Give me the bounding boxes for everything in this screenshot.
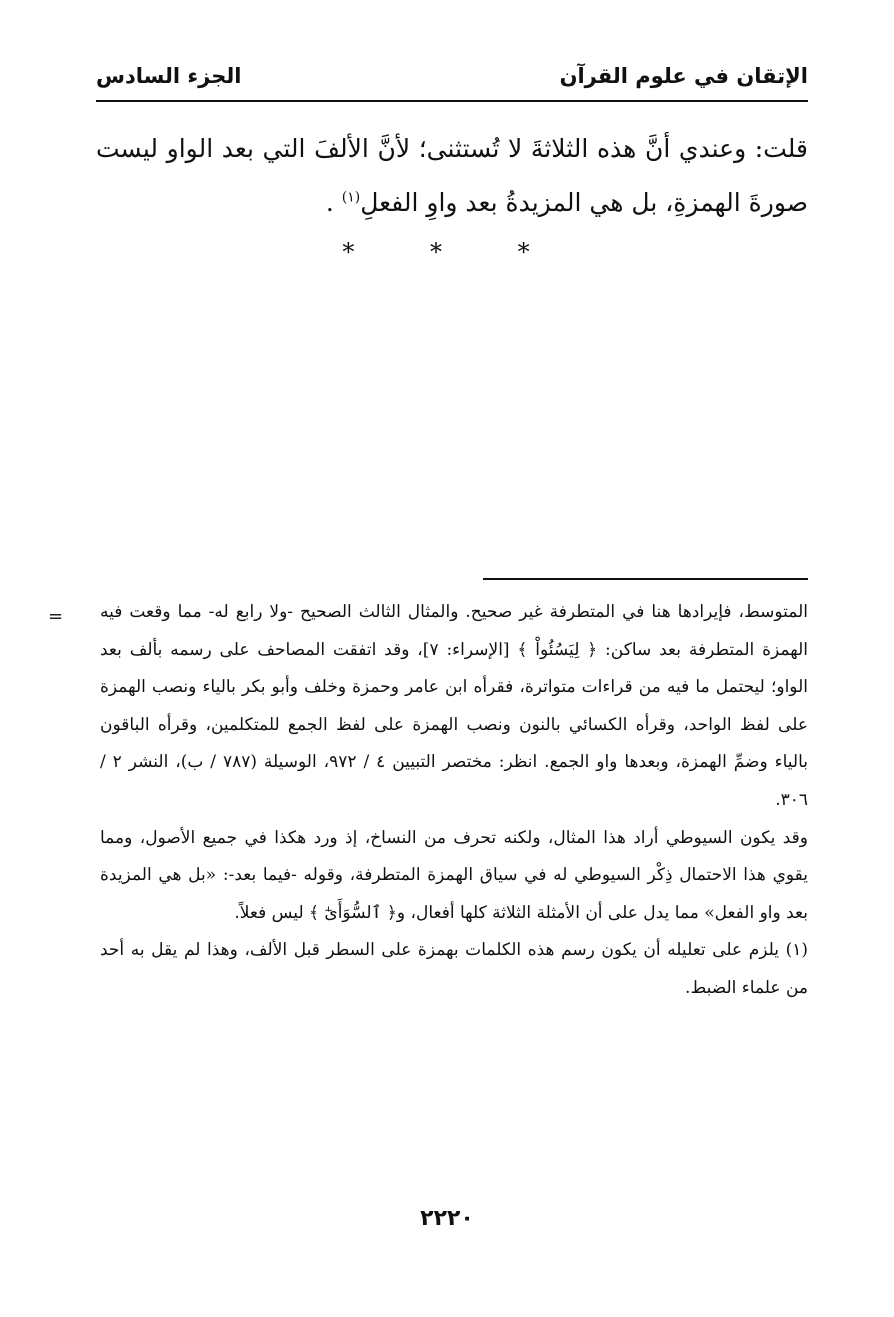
section-separator: * * *: [342, 238, 564, 266]
main-text: [96, 122, 808, 230]
main-paragraph-end: .: [325, 188, 334, 217]
page-header: [96, 56, 808, 96]
main-paragraph-text: قلت: وعندي أنَّ هذه الثلاثةَ لا تُستثنى؛ لأنَّ الألفَ التي بعد الواو ليست صورةَ الهمزةِ، بل هي المزيدةُ بعد واوِ الفعلِ: [96, 134, 808, 217]
header-divider: [96, 100, 808, 102]
footnote-continued-text: المتوسط، فإيرادها هنا في المتطرفة غير صحيح. والمثال الثالث الصحيح -ولا رابع له- مما وقعت فيه الهمزة المتطرفة بعد ساكن: ﴿ لِيَسُئُواْ ﴾ [الإسراء: ٧]، وقد اتفقت المصاحف على رسمه بألف بعد الواو؛ ليحتمل ما فيه من قراءات متواترة، فقرأه ابن عامر وحمزة وخلف وأبو بكر بالياء ونصب الهمزة على لفظ الواحد، وقرأه الكسائي بالنون ونصب الهمزة على لفظ الجمع للمتكلمين، وقرأه الباقون بالياء وضمِّ الهمزة، وبعدها واو الجمع. انظر: مختصر التبيين ٤ / ٩٧٢، الوسيلة (٧٨٧ / ب)، النشر ٢ / ٣٠٦.: [100, 602, 808, 810]
footnote-reference: (١): [341, 189, 361, 206]
book-title: الإتقان في علوم القرآن: [559, 64, 808, 88]
footnotes-section: [100, 594, 808, 1008]
footnote-divider: [483, 578, 808, 580]
main-paragraph: [96, 122, 808, 230]
footnote-1: (١) يلزم على تعليله أن يكون رسم هذه الكلمات بهمزة على السطر قبل الألف، وهذا لم يقل به أحد من علماء الضبط.: [100, 940, 808, 998]
page-number: ٢٢٢٠: [420, 1206, 474, 1231]
footnote-second-paragraph: وقد يكون السيوطي أراد هذا المثال، ولكنه تحرف من النساخ، إذ ورد هكذا في جميع الأصول، ومما يقوي هذا الاحتمال ذِكْر السيوطي له في سياق الهمزة المتطرفة، وقوله -فيما بعد-: «بل هي المزيدة بعد واو الفعل» مما يدل على أن الأمثلة الثلاثة كلها أفعال، و﴿ ٱلسُّوَأَىٰٓ ﴾ ليس فعلاً.: [100, 827, 808, 923]
continuation-mark: =: [48, 606, 64, 627]
volume-label: الجزء السادس: [96, 64, 242, 88]
